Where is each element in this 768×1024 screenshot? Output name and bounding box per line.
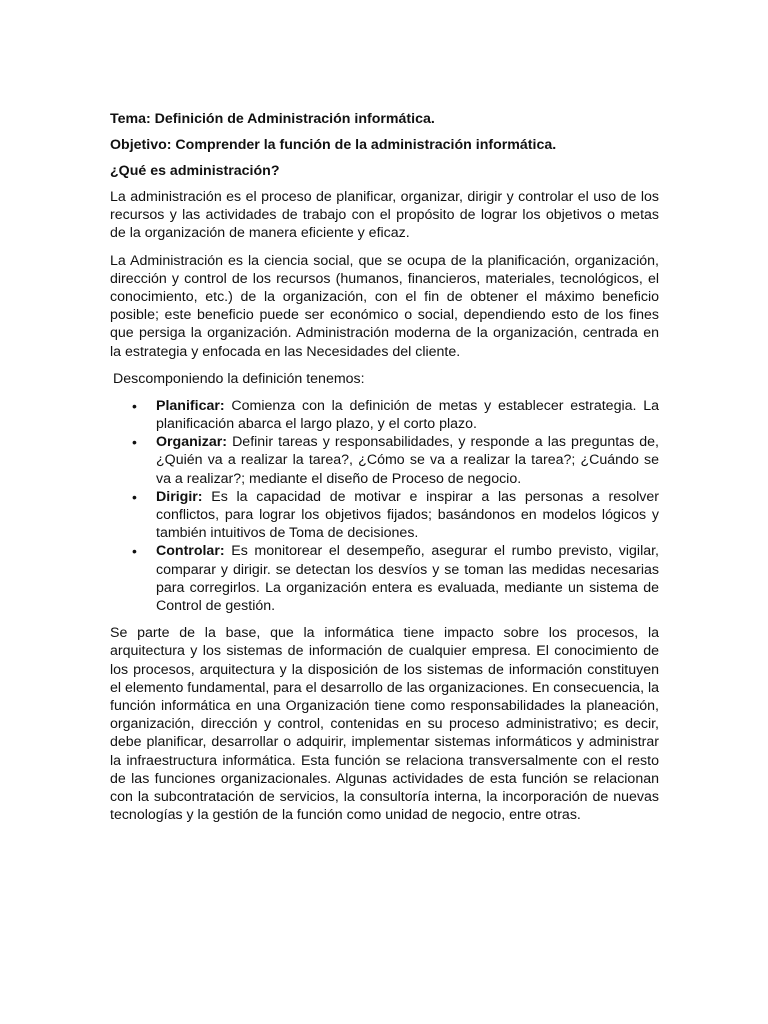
bullet-icon: • [132, 488, 137, 505]
list-item-term: Controlar: [156, 543, 225, 560]
list-item-planificar [110, 397, 659, 433]
bullet-icon: • [132, 434, 137, 451]
list-item-controlar [110, 542, 659, 615]
definition-paragraph: La administración es el proceso de planificar, organizar, dirigir y controlar el uso de los recursos y las actividades de trabajo con el propósito de lograr los objetivos o metas de la organización de manera eficiente y eficaz. [110, 189, 659, 242]
list-item-term: Planificar: [156, 397, 225, 414]
objective-heading: Objetivo: Comprender la función de la administración informática. [110, 137, 557, 153]
functions-list [110, 397, 659, 615]
list-item-dirigir [110, 488, 659, 543]
list-item-term: Dirigir: [156, 488, 203, 505]
bullet-icon: • [132, 543, 137, 560]
list-item-text: Es la capacidad de motivar e inspirar a las personas a resolver conflictos, para lograr los objetivos fijados; basándonos en modelos lógicos y también intuitivos de Toma de decisiones. [156, 488, 659, 542]
list-item-text: Definir tareas y responsabilidades, y responde a las preguntas de, ¿Quién va a realizar la tarea?, ¿Cómo se va a realizar la tarea?; ¿Cuándo se va a realizar?; mediante el diseño de Proceso de negocio. [156, 434, 659, 487]
breakdown-intro: Descomponiendo la definición tenemos: [113, 370, 365, 387]
list-item-text: Es monitorear el desempeño, asegurar el rumbo previsto, vigilar, comparar y dirigir. se detectan los desvíos y se toman las medidas necesarias para corregirlos. La organización entera es evaluada, mediante un sistema de Control de gestión. [156, 543, 659, 615]
topic-heading: Tema: Definición de Administración informática. [110, 111, 435, 127]
list-item-term: Organizar: [156, 434, 227, 451]
document-page [110, 110, 659, 834]
bullet-icon: • [132, 397, 137, 414]
science-paragraph: La Administración es la ciencia social, que se ocupa de la planificación, organización, dirección y control de los recursos (humanos, financieros, materiales, tecnológicos, el conocimiento, etc.) de la organización, con el fin de obtener el máximo beneficio posible; este beneficio puede ser económico o social, dependiendo esto de los fines que persiga la organización. Administración moderna de la organización, centrada en la estrategia y enfocada en las Necesidades del cliente. [110, 252, 659, 360]
list-item-organizar [110, 433, 659, 488]
it-function-paragraph: Se parte de la base, que la informática tiene impacto sobre los procesos, la arquitectura y los sistemas de información de cualquier empresa. El conocimiento de los procesos, arquitectura y la disposición de los sistemas de información constituyen el elemento fundamental, para el desarrollo de las organizaciones. En consecuencia, la función informática en una Organización tiene como responsabilidades la planeación, organización, dirección y control, contenidas en su proceso administrativo; es decir, debe planificar, desarrollar o adquirir, implementar sistemas informáticos y administrar la infraestructura informática. Esta función se relaciona transversalmente con el resto de las funciones organizacionales. Algunas actividades de esta función se relacionan con la subcontratación de servicios, la consultoría interna, la incorporación de nuevas tecnologías y la gestión de la función como unidad de negocio, entre otras. [110, 625, 659, 824]
list-item-text: Comienza con la definición de metas y establecer estrategia. La planificación abarca el largo plazo, y el corto plazo. [156, 397, 659, 433]
question-heading: ¿Qué es administración? [110, 163, 280, 179]
